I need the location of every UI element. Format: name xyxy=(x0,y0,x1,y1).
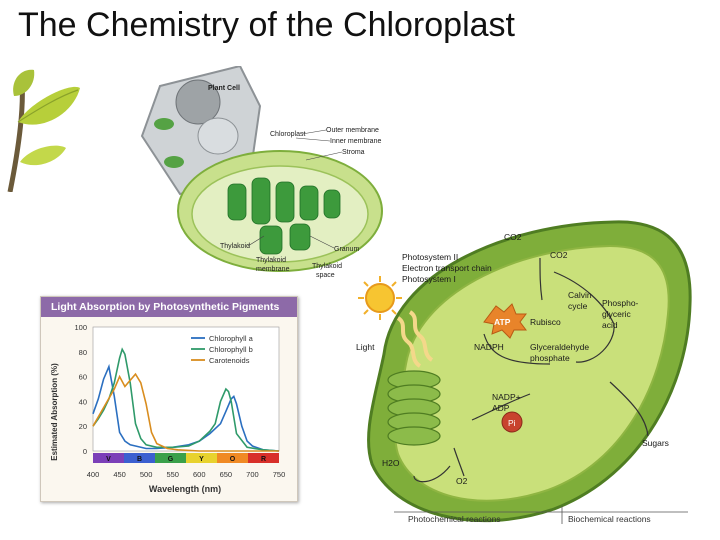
label-ps2: Photosystem II xyxy=(402,252,459,262)
label-thylakoid-space-2: space xyxy=(316,272,335,279)
label-light: Light xyxy=(356,342,375,352)
x-tick-label: 600 xyxy=(193,470,206,479)
label-inner-membrane: Inner membrane xyxy=(330,138,382,145)
label-chloroplast: Chloroplast xyxy=(270,131,306,138)
chart-title: Light Absorption by Photosynthetic Pigments xyxy=(41,297,297,317)
label-adp: ADP xyxy=(492,403,510,413)
y-tick-label: 60 xyxy=(78,372,87,382)
label-etc: Electron transport chain xyxy=(402,263,492,273)
x-tick-label: 700 xyxy=(246,470,259,479)
x-tick-label: 400 xyxy=(86,470,100,479)
label-phospho-1: Phospho- xyxy=(602,298,639,308)
y-tick-label: 80 xyxy=(78,347,87,357)
legend-entry: Chlorophyll b xyxy=(209,345,253,354)
x-tick-label: 500 xyxy=(139,470,153,479)
legend-entry: Carotenoids xyxy=(209,356,250,365)
label-g3p-2: phosphate xyxy=(530,353,570,363)
label-nadph: NADPH xyxy=(474,342,504,352)
sun-icon xyxy=(358,276,402,320)
spectrum-band-label: O xyxy=(229,456,236,463)
label-phospho-2: glyceric xyxy=(602,309,631,319)
spectrum-band-label: Y xyxy=(199,456,204,463)
x-axis-label: Wavelength (nm) xyxy=(148,484,222,494)
slide-title: The Chemistry of the Chloroplast xyxy=(18,6,515,44)
y-tick-label: 20 xyxy=(78,422,87,432)
x-tick-label: 750 xyxy=(272,470,286,479)
label-co2-top: CO2 xyxy=(504,232,522,242)
x-tick-label: 650 xyxy=(219,470,233,479)
label-phospho-3: acid xyxy=(602,320,618,330)
label-nadp: NADP+ xyxy=(492,392,521,402)
label-ps1: Photosystem I xyxy=(402,274,456,284)
absorption-chart-plot xyxy=(41,317,297,501)
granum-stack xyxy=(388,371,440,445)
label-sugars: Sugars xyxy=(642,438,669,448)
legend-entry: Chlorophyll a xyxy=(209,334,253,343)
y-axis-label: Estimated Absorption (%) xyxy=(50,363,59,461)
spectrum-band-label: V xyxy=(106,456,111,463)
label-photochemical: Photochemical reactions xyxy=(408,514,501,524)
label-pi: Pi xyxy=(508,418,516,428)
label-outer-membrane: Outer membrane xyxy=(326,127,379,134)
label-h2o: H2O xyxy=(382,458,400,468)
label-g3p-1: Glyceraldehyde xyxy=(530,342,590,352)
label-thylakoid-membrane-2: membrane xyxy=(256,266,290,273)
label-co2: CO2 xyxy=(550,250,568,260)
label-biochemical: Biochemical reactions xyxy=(568,514,651,524)
label-atp: ATP xyxy=(494,317,511,327)
spectrum-band-label: R xyxy=(260,456,267,463)
y-tick-label: 40 xyxy=(78,397,87,407)
absorption-chart xyxy=(40,296,298,502)
leaf-image xyxy=(0,62,84,192)
light-reactions-figure xyxy=(354,214,698,536)
label-plant-cell: Plant Cell xyxy=(208,85,240,92)
chloroplast-drawing xyxy=(178,151,382,271)
label-stroma: Stroma xyxy=(342,149,365,156)
y-tick-label: 0 xyxy=(82,447,87,456)
label-thylakoid-space-1: Thylakoid xyxy=(312,263,342,270)
label-cycle: cycle xyxy=(568,301,588,311)
label-calvin: Calvin xyxy=(568,290,592,300)
spectrum-band-label: B xyxy=(136,456,143,463)
label-granum: Granum xyxy=(334,246,360,253)
label-rubisco: Rubisco xyxy=(530,317,561,327)
label-o2: O2 xyxy=(456,476,468,486)
y-tick-label: 100 xyxy=(74,323,87,332)
spectrum-band-label: G xyxy=(167,456,174,463)
label-thylakoid: Thylakoid xyxy=(220,243,250,250)
x-tick-label: 550 xyxy=(166,470,179,479)
label-thylakoid-membrane-1: Thylakoid xyxy=(256,257,286,264)
x-tick-label: 450 xyxy=(113,470,126,479)
